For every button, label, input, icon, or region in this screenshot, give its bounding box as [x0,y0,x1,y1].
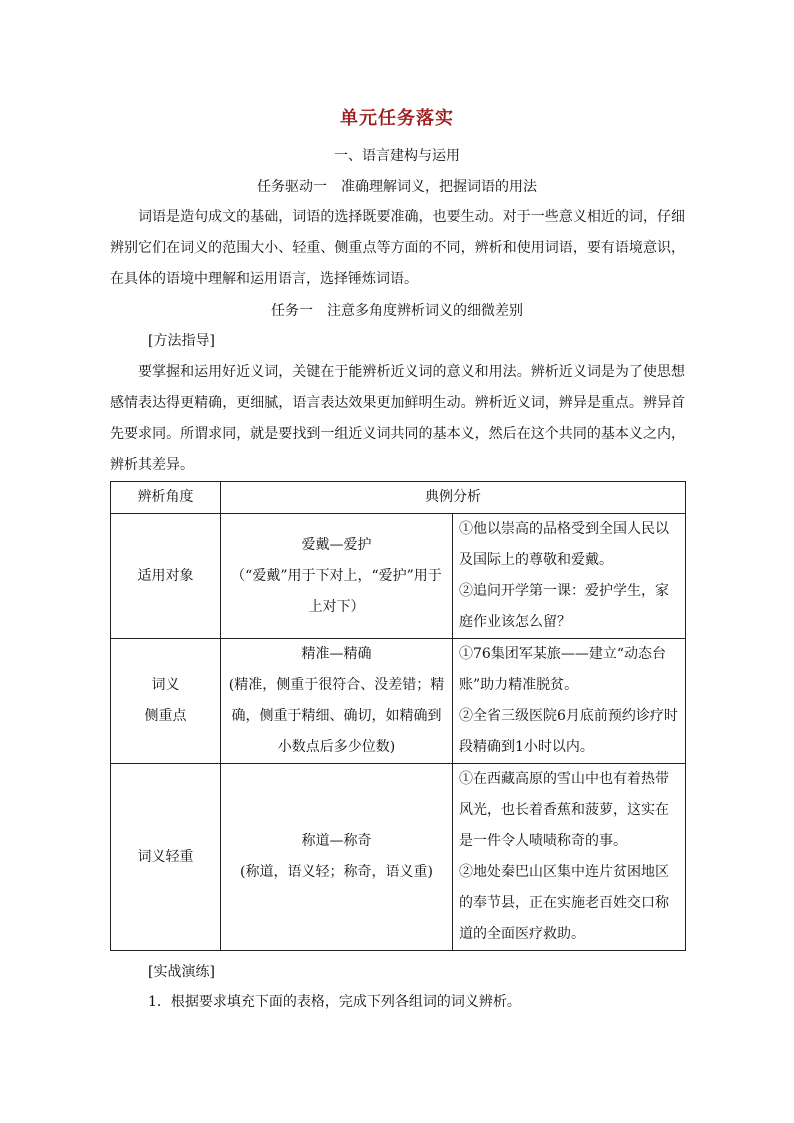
header-examples: 典例分析 [221,482,686,514]
task-one-heading: 任务一 注意多角度辨析词义的细微差别 [271,303,523,319]
row-examples [453,514,686,639]
table-row [111,639,686,764]
row-word-pair [221,764,453,951]
word-pair-note: （“爱戴”用于下对上，“爱护”用于上对下） [231,567,442,615]
row-angle: 适用对象 [111,514,221,639]
word-pair-note: (精准，侧重于很符合、没差错；精确，侧重于精细、确切，如精确到小数点后多少位数) [228,677,445,755]
task-driver-heading: 任务驱动一 准确理解词义，把握词语的用法 [257,179,537,195]
example-1: ①76集团军某旅——建立“动态台账”助力精准脱贫。 [459,646,666,693]
example-2: ②全省三级医院6月底前预约诊疗时段精确到1小时以内。 [459,708,678,755]
table-row [111,514,686,639]
word-analysis-table [110,481,686,951]
section-heading: 一、语言建构与运用 [334,148,460,164]
practice-label: [实战演练] [148,964,215,980]
word-pair-note: (称道，语义轻；称奇，语义重) [240,864,433,880]
example-1: ①在西藏高原的雪山中也有着热带风光，也长着香蕉和菠萝，这实在是一件令人啧啧称奇的事。 [459,771,669,849]
example-2: ②地处秦巴山区集中连片贫困地区的奉节县，正在实施老百姓交口称道的全面医疗救助。 [459,864,669,942]
row-examples [453,764,686,951]
example-1: ①他以崇高的品格受到全国人民以及国际上的尊敬和爱戴。 [459,521,669,568]
header-angle: 辨析角度 [111,482,221,514]
page-title: 单元任务落实 [340,108,454,129]
intro-paragraph: 词语是造句成文的基础，词语的选择既要准确，也要生动。对于一些意义相近的词，仔细辨别它们在词义的范围大小、轻重、侧重点等方面的不同，辨析和使用词语，要有语境意识，在具体的语境中理解和运用语言，选择锤炼词语。 [110,209,685,287]
row-word-pair [221,639,453,764]
row-angle: 词义 侧重点 [111,639,221,764]
word-pair: 精准—精确 [301,646,372,662]
table-header-row [111,482,686,514]
method-guide-label: [方法指导] [148,333,215,349]
row-word-pair [221,514,453,639]
row-examples [453,639,686,764]
word-pair: 爱戴—爱护 [301,536,372,553]
table-row [111,764,686,951]
practice-item-1: 1．根据要求填充下面的表格，完成下列各组词的词义辨析。 [148,994,521,1010]
word-pair: 称道—称奇 [301,833,372,849]
example-2: ②追问开学第一课：爱护学生，家庭作业该怎么留？ [459,583,669,630]
method-guide-paragraph: 要掌握和运用好近义词，关键在于能辨析近义词的意义和用法。辨析近义词是为了使思想感情表达得更精确，更细腻，语言表达效果更加鲜明生动。辨析近义词，辨异是重点。辨异首先要求同。所谓求同，就是要找到一组近义词共同的基本义，然后在这个共同的基本义之内，辨析其差异。 [110,364,685,473]
row-angle: 词义轻重 [111,764,221,951]
